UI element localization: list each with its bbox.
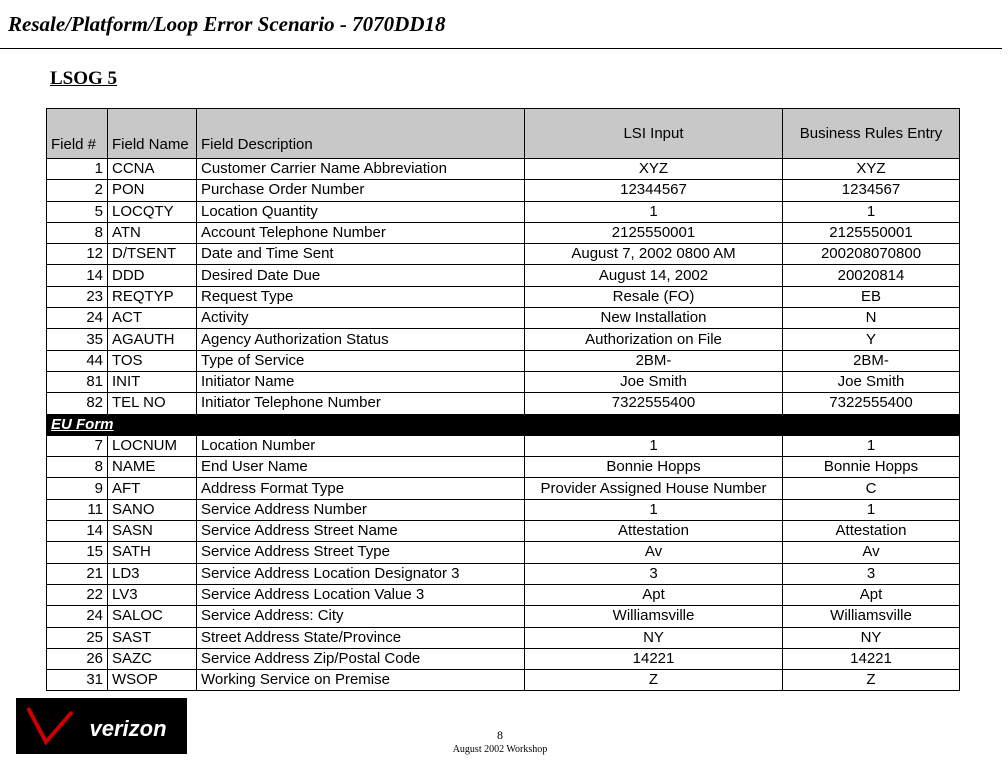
cell-field-name: SANO bbox=[108, 499, 197, 520]
cell-field-name: SAZC bbox=[108, 648, 197, 669]
table-row bbox=[47, 542, 960, 563]
cell-business-rules: Apt bbox=[783, 584, 960, 605]
table-row bbox=[47, 201, 960, 222]
cell-business-rules: Joe Smith bbox=[783, 371, 960, 392]
cell-lsi-input: 14221 bbox=[525, 648, 783, 669]
cell-field-num: 5 bbox=[47, 201, 108, 222]
header-lsi-input: LSI Input bbox=[525, 109, 783, 159]
cell-lsi-input: New Installation bbox=[525, 308, 783, 329]
cell-field-name: SATH bbox=[108, 542, 197, 563]
cell-lsi-input: Apt bbox=[525, 584, 783, 605]
cell-business-rules: C bbox=[783, 478, 960, 499]
title-divider bbox=[0, 48, 1002, 49]
table-row bbox=[47, 350, 960, 371]
cell-field-num: 11 bbox=[47, 499, 108, 520]
cell-field-name: SALOC bbox=[108, 606, 197, 627]
table-header-row bbox=[47, 109, 960, 159]
page-number: 8 bbox=[497, 728, 503, 742]
cell-business-rules: N bbox=[783, 308, 960, 329]
cell-field-num: 14 bbox=[47, 265, 108, 286]
cell-field-name: SASN bbox=[108, 521, 197, 542]
cell-field-desc: Service Address Zip/Postal Code bbox=[197, 648, 525, 669]
cell-field-desc: Location Number bbox=[197, 435, 525, 456]
table-row bbox=[47, 606, 960, 627]
field-table bbox=[46, 108, 960, 691]
cell-field-desc: Agency Authorization Status bbox=[197, 329, 525, 350]
cell-business-rules: 2125550001 bbox=[783, 222, 960, 243]
cell-field-num: 81 bbox=[47, 371, 108, 392]
cell-field-name: DDD bbox=[108, 265, 197, 286]
cell-field-desc: End User Name bbox=[197, 457, 525, 478]
cell-field-num: 15 bbox=[47, 542, 108, 563]
table-row bbox=[47, 244, 960, 265]
cell-field-desc: Service Address Location Designator 3 bbox=[197, 563, 525, 584]
footer-text: August 2002 Workshop bbox=[452, 744, 548, 755]
cell-field-desc: Service Address Location Value 3 bbox=[197, 584, 525, 605]
cell-field-num: 2 bbox=[47, 180, 108, 201]
cell-field-name: AFT bbox=[108, 478, 197, 499]
cell-field-desc: Location Quantity bbox=[197, 201, 525, 222]
table-row bbox=[47, 584, 960, 605]
cell-business-rules: 1234567 bbox=[783, 180, 960, 201]
cell-lsi-input: 3 bbox=[525, 563, 783, 584]
cell-field-name: INIT bbox=[108, 371, 197, 392]
table-row bbox=[47, 499, 960, 520]
cell-field-num: 21 bbox=[47, 563, 108, 584]
cell-lsi-input: Provider Assigned House Number bbox=[525, 478, 783, 499]
cell-field-num: 24 bbox=[47, 308, 108, 329]
cell-field-name: TEL NO bbox=[108, 393, 197, 414]
cell-field-name: REQTYP bbox=[108, 286, 197, 307]
cell-field-desc: Request Type bbox=[197, 286, 525, 307]
cell-field-desc: Date and Time Sent bbox=[197, 244, 525, 265]
section-label: EU Form bbox=[47, 414, 960, 435]
cell-lsi-input: 1 bbox=[525, 499, 783, 520]
logo-text: verizon bbox=[89, 716, 167, 741]
cell-field-desc: Service Address Number bbox=[197, 499, 525, 520]
cell-field-num: 8 bbox=[47, 222, 108, 243]
cell-business-rules: 1 bbox=[783, 201, 960, 222]
cell-business-rules: Z bbox=[783, 670, 960, 691]
cell-business-rules: EB bbox=[783, 286, 960, 307]
cell-business-rules: Av bbox=[783, 542, 960, 563]
cell-lsi-input: Z bbox=[525, 670, 783, 691]
table-row bbox=[47, 286, 960, 307]
cell-business-rules: 3 bbox=[783, 563, 960, 584]
cell-business-rules: 2BM- bbox=[783, 350, 960, 371]
cell-business-rules: Williamsville bbox=[783, 606, 960, 627]
table-row bbox=[47, 627, 960, 648]
table-row bbox=[47, 563, 960, 584]
cell-lsi-input: Resale (FO) bbox=[525, 286, 783, 307]
header-field-num: Field # bbox=[47, 109, 108, 159]
cell-field-num: 44 bbox=[47, 350, 108, 371]
cell-field-num: 9 bbox=[47, 478, 108, 499]
cell-field-desc: Service Address: City bbox=[197, 606, 525, 627]
cell-field-name: LOCQTY bbox=[108, 201, 197, 222]
cell-lsi-input: August 14, 2002 bbox=[525, 265, 783, 286]
cell-field-num: 25 bbox=[47, 627, 108, 648]
cell-field-desc: Working Service on Premise bbox=[197, 670, 525, 691]
header-field-desc: Field Description bbox=[197, 109, 525, 159]
cell-field-desc: Service Address Street Name bbox=[197, 521, 525, 542]
cell-field-desc: Initiator Name bbox=[197, 371, 525, 392]
header-field-name: Field Name bbox=[108, 109, 197, 159]
cell-field-name: PON bbox=[108, 180, 197, 201]
cell-business-rules: XYZ bbox=[783, 159, 960, 180]
cell-business-rules: 1 bbox=[783, 435, 960, 456]
page-title: Resale/Platform/Loop Error Scenario - 7070DD18 bbox=[8, 12, 446, 36]
cell-field-num: 1 bbox=[47, 159, 108, 180]
cell-field-num: 26 bbox=[47, 648, 108, 669]
cell-business-rules: 14221 bbox=[783, 648, 960, 669]
cell-business-rules: Attestation bbox=[783, 521, 960, 542]
cell-field-name: TOS bbox=[108, 350, 197, 371]
cell-business-rules: Bonnie Hopps bbox=[783, 457, 960, 478]
cell-lsi-input: 12344567 bbox=[525, 180, 783, 201]
cell-field-desc: Address Format Type bbox=[197, 478, 525, 499]
cell-lsi-input: Williamsville bbox=[525, 606, 783, 627]
cell-lsi-input: 2125550001 bbox=[525, 222, 783, 243]
table-row bbox=[47, 648, 960, 669]
cell-field-desc: Desired Date Due bbox=[197, 265, 525, 286]
cell-field-num: 8 bbox=[47, 457, 108, 478]
cell-business-rules: 200208070800 bbox=[783, 244, 960, 265]
cell-field-desc: Customer Carrier Name Abbreviation bbox=[197, 159, 525, 180]
cell-lsi-input: XYZ bbox=[525, 159, 783, 180]
cell-field-num: 22 bbox=[47, 584, 108, 605]
table-row bbox=[47, 435, 960, 456]
cell-field-num: 35 bbox=[47, 329, 108, 350]
table-row bbox=[47, 222, 960, 243]
cell-field-desc: Activity bbox=[197, 308, 525, 329]
cell-field-num: 14 bbox=[47, 521, 108, 542]
verizon-logo bbox=[16, 698, 187, 754]
cell-field-num: 7 bbox=[47, 435, 108, 456]
table-row bbox=[47, 457, 960, 478]
table-row bbox=[47, 478, 960, 499]
section-row-eu-form bbox=[47, 414, 960, 435]
cell-lsi-input: 7322555400 bbox=[525, 393, 783, 414]
cell-field-name: WSOP bbox=[108, 670, 197, 691]
cell-field-desc: Service Address Street Type bbox=[197, 542, 525, 563]
cell-field-num: 23 bbox=[47, 286, 108, 307]
cell-business-rules: Y bbox=[783, 329, 960, 350]
table-row bbox=[47, 329, 960, 350]
cell-business-rules: NY bbox=[783, 627, 960, 648]
cell-field-desc: Account Telephone Number bbox=[197, 222, 525, 243]
cell-business-rules: 7322555400 bbox=[783, 393, 960, 414]
cell-lsi-input: 1 bbox=[525, 435, 783, 456]
section-subtitle: LSOG 5 bbox=[50, 68, 118, 89]
cell-business-rules: 1 bbox=[783, 499, 960, 520]
cell-field-num: 31 bbox=[47, 670, 108, 691]
cell-field-name: LD3 bbox=[108, 563, 197, 584]
cell-field-name: ACT bbox=[108, 308, 197, 329]
cell-field-name: LV3 bbox=[108, 584, 197, 605]
cell-lsi-input: NY bbox=[525, 627, 783, 648]
table-row bbox=[47, 670, 960, 691]
table-row bbox=[47, 521, 960, 542]
cell-field-name: AGAUTH bbox=[108, 329, 197, 350]
cell-lsi-input: 2BM- bbox=[525, 350, 783, 371]
cell-field-name: NAME bbox=[108, 457, 197, 478]
cell-field-name: SAST bbox=[108, 627, 197, 648]
table-row bbox=[47, 180, 960, 201]
cell-field-name: CCNA bbox=[108, 159, 197, 180]
cell-lsi-input: 1 bbox=[525, 201, 783, 222]
cell-lsi-input: Attestation bbox=[525, 521, 783, 542]
cell-field-name: LOCNUM bbox=[108, 435, 197, 456]
cell-lsi-input: Av bbox=[525, 542, 783, 563]
logo-check-icon bbox=[28, 708, 72, 742]
cell-field-num: 24 bbox=[47, 606, 108, 627]
cell-field-num: 12 bbox=[47, 244, 108, 265]
table-row bbox=[47, 265, 960, 286]
cell-lsi-input: Joe Smith bbox=[525, 371, 783, 392]
header-business-rules: Business Rules Entry bbox=[783, 109, 960, 159]
cell-field-name: D/TSENT bbox=[108, 244, 197, 265]
cell-field-desc: Street Address State/Province bbox=[197, 627, 525, 648]
cell-field-desc: Initiator Telephone Number bbox=[197, 393, 525, 414]
cell-lsi-input: Bonnie Hopps bbox=[525, 457, 783, 478]
cell-field-desc: Type of Service bbox=[197, 350, 525, 371]
table-row bbox=[47, 308, 960, 329]
cell-field-name: ATN bbox=[108, 222, 197, 243]
table-row bbox=[47, 371, 960, 392]
cell-business-rules: 20020814 bbox=[783, 265, 960, 286]
table-row bbox=[47, 159, 960, 180]
cell-field-desc: Purchase Order Number bbox=[197, 180, 525, 201]
cell-field-num: 82 bbox=[47, 393, 108, 414]
cell-lsi-input: Authorization on File bbox=[525, 329, 783, 350]
cell-lsi-input: August 7, 2002 0800 AM bbox=[525, 244, 783, 265]
table-row bbox=[47, 393, 960, 414]
